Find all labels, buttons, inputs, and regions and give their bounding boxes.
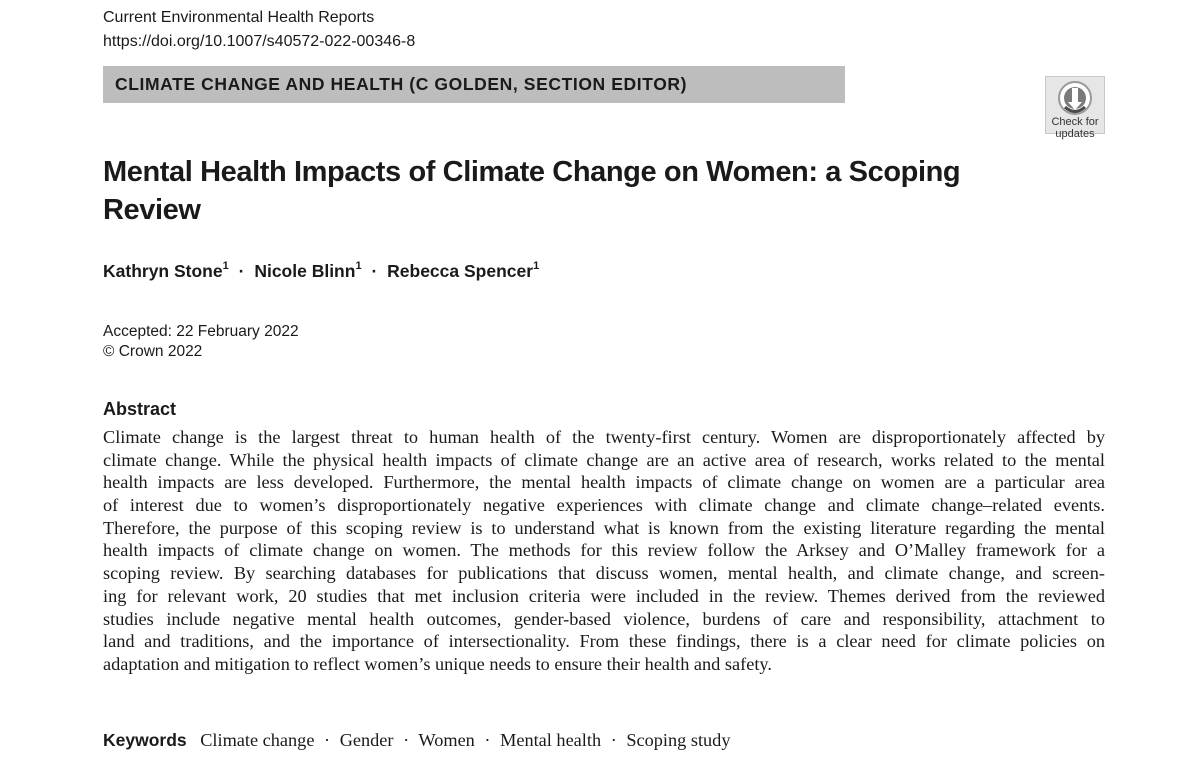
section-banner: CLIMATE CHANGE AND HEALTH (C GOLDEN, SECTION EDITOR) bbox=[103, 66, 845, 103]
keywords-label: Keywords bbox=[103, 730, 187, 750]
keyword[interactable]: Climate change bbox=[200, 730, 315, 750]
check-for-label: Check for bbox=[1051, 116, 1099, 128]
author-name[interactable]: Kathryn Stone bbox=[103, 261, 223, 281]
author-list bbox=[103, 261, 539, 282]
author-separator: · bbox=[371, 261, 378, 281]
article-meta bbox=[103, 322, 299, 362]
author-name[interactable]: Nicole Blinn bbox=[254, 261, 356, 281]
abstract-line: Therefore, the purpose of this scoping review is to understand what is known from the existing literature regarding the mental bbox=[103, 517, 1105, 538]
keyword[interactable]: Gender bbox=[339, 730, 394, 750]
copyright: © Crown 2022 bbox=[103, 343, 203, 360]
keyword-separator: · bbox=[403, 730, 410, 750]
updates-label: updates bbox=[1055, 128, 1095, 140]
keyword[interactable]: Mental health bbox=[500, 730, 602, 750]
keyword-separator: · bbox=[484, 730, 491, 750]
keyword-separator: · bbox=[610, 730, 617, 750]
accepted-date: Accepted: 22 February 2022 bbox=[103, 323, 299, 340]
keyword[interactable]: Scoping study bbox=[626, 730, 731, 750]
keywords bbox=[103, 730, 730, 751]
author-separator: · bbox=[238, 261, 245, 281]
abstract-heading: Abstract bbox=[103, 399, 177, 419]
author-name[interactable]: Rebecca Spencer bbox=[387, 261, 534, 281]
journal-name: Current Environmental Health Reports bbox=[103, 9, 375, 26]
affiliation-marker: 1 bbox=[355, 260, 362, 273]
title-line: Mental Health Impacts of Climate Change on Women: a Scoping bbox=[103, 156, 961, 188]
affiliation-marker: 1 bbox=[222, 260, 229, 273]
abstract-line: of interest due to women’s disproportionately negative experiences with climate change and climate change–related events. bbox=[103, 495, 1105, 516]
abstract-line: land and traditions, and the importance of intersectionality. From these findings, there is a clear need for climate policies on bbox=[103, 631, 1105, 652]
check-for-updates-badge[interactable] bbox=[1045, 76, 1105, 140]
abstract-line: ing for relevant work, 20 studies that met inclusion criteria were included in the review. Themes derived from the reviewed bbox=[103, 585, 1105, 606]
abstract-line: adaptation and mitigation to reflect women’s unique needs to ensure their health and safety. bbox=[103, 653, 772, 674]
abstract-line: studies include negative mental health outcomes, gender-based violence, burdens of care and responsibility, attachment to bbox=[103, 608, 1105, 629]
abstract-line: climate change. While the physical health impacts of climate change are an active area of research, works related to the mental bbox=[103, 449, 1105, 470]
abstract-line: scoping review. By searching databases for publications that discuss women, mental health, and climate change, and screen- bbox=[103, 563, 1105, 584]
abstract-line: health impacts of climate change on women. The methods for this review follow the Arksey and O’Malley framework for a bbox=[103, 540, 1105, 561]
abstract-body bbox=[103, 426, 1105, 676]
journal-header bbox=[103, 6, 415, 54]
crossmark-icon bbox=[1055, 80, 1095, 116]
title-line: Review bbox=[103, 194, 201, 226]
abstract-line: Climate change is the largest threat to human health of the twenty-first century. Women are disproportionately affected by bbox=[103, 427, 1105, 447]
abstract-line: health impacts are less developed. Furthermore, the mental health impacts of climate change on women are a particular area bbox=[103, 472, 1105, 493]
affiliation-marker: 1 bbox=[533, 260, 540, 273]
doi-link[interactable]: https://doi.org/10.1007/s40572-022-00346-8 bbox=[103, 33, 416, 50]
keyword[interactable]: Women bbox=[418, 730, 475, 750]
article-title bbox=[103, 153, 983, 229]
keyword-separator: · bbox=[324, 730, 331, 750]
